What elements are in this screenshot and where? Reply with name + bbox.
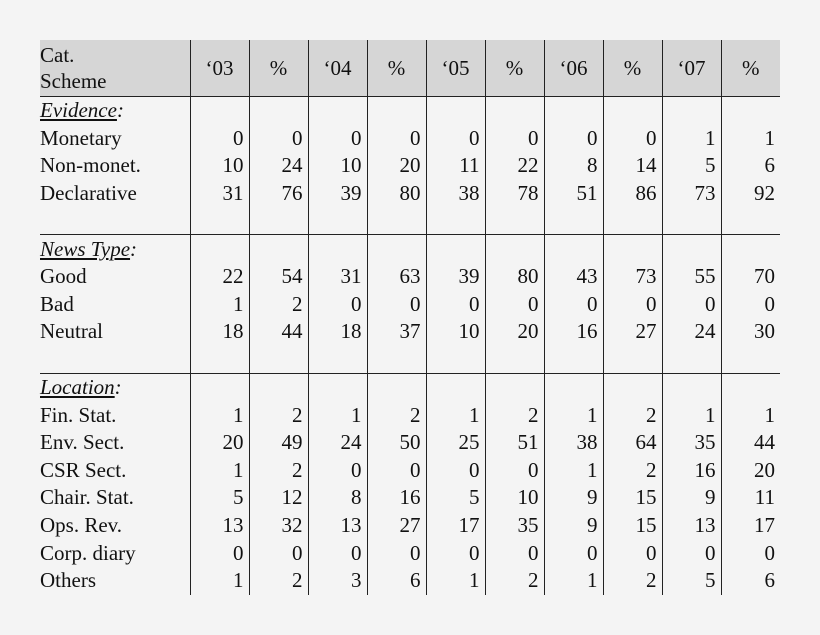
empty-cell [249, 373, 308, 401]
header-pct-06: % [603, 40, 662, 97]
empty-cell [367, 97, 426, 125]
row-label: Monetary [40, 125, 190, 153]
value-cell: 0 [485, 457, 544, 485]
empty-cell [662, 207, 721, 235]
value-cell: 0 [308, 291, 367, 319]
value-cell: 2 [603, 457, 662, 485]
section-title-cell [40, 373, 190, 401]
value-cell: 5 [662, 567, 721, 595]
empty-cell [662, 373, 721, 401]
value-cell: 35 [662, 429, 721, 457]
value-cell: 24 [249, 152, 308, 180]
empty-cell [662, 235, 721, 263]
value-cell: 20 [754, 457, 775, 482]
value-cell: 15 [603, 484, 662, 512]
row-label: Chair. Stat. [40, 484, 190, 512]
value-cell: 2 [485, 567, 544, 595]
empty-cell [603, 97, 662, 125]
value-cell: 5 [426, 484, 485, 512]
value-cell: 43 [544, 263, 603, 291]
empty-cell [485, 97, 544, 125]
empty-cell [603, 235, 662, 263]
value-cell: 1 [190, 457, 249, 485]
empty-cell [485, 373, 544, 401]
value-cell: 31 [308, 263, 367, 291]
value-cell: 9 [544, 512, 603, 540]
table-row [40, 567, 780, 595]
table-row [40, 180, 780, 208]
empty-cell [308, 235, 367, 263]
value-cell: 0 [603, 539, 662, 567]
value-cell: 22 [190, 263, 249, 291]
section-header-row [40, 373, 780, 401]
value-cell: 1 [426, 401, 485, 429]
empty-cell [367, 373, 426, 401]
row-label: Good [40, 263, 190, 291]
empty-cell [721, 235, 780, 263]
value-cell: 51 [485, 429, 544, 457]
value-cell: 2 [249, 401, 308, 429]
value-cell: 0 [426, 125, 485, 153]
value-cell: 17 [426, 512, 485, 540]
empty-cell [308, 97, 367, 125]
table-row [40, 512, 780, 540]
value-cell: 5 [662, 152, 721, 180]
empty-cell [249, 235, 308, 263]
empty-cell [40, 207, 190, 235]
empty-cell [426, 346, 485, 374]
row-label: Fin. Stat. [40, 401, 190, 429]
value-cell: 10 [426, 318, 485, 346]
value-cell: 13 [308, 512, 367, 540]
table-row [40, 125, 780, 153]
table-row [40, 291, 780, 319]
value-cell: 0 [367, 457, 426, 485]
row-label: Neutral [40, 318, 190, 346]
value-cell: 54 [249, 263, 308, 291]
category-scheme-table [40, 40, 780, 595]
section-title: News Type [40, 236, 131, 261]
section-separator-row [40, 207, 780, 235]
empty-cell [485, 235, 544, 263]
value-cell: 14 [603, 152, 662, 180]
value-cell: 1 [544, 457, 603, 485]
header-year-06: ‘06 [544, 40, 603, 97]
value-cell: 0 [367, 291, 426, 319]
empty-cell [308, 373, 367, 401]
empty-cell [721, 346, 780, 374]
value-cell: 20 [485, 318, 544, 346]
header-pct-03: % [249, 40, 308, 97]
value-cell: 1 [426, 567, 485, 595]
section-title-suffix: : [116, 98, 124, 123]
value-cell: 37 [367, 318, 426, 346]
row-label: CSR Sect. [40, 457, 190, 485]
value-cell: 6 [764, 568, 775, 593]
value-cell: 39 [426, 263, 485, 291]
value-cell: 0 [603, 291, 662, 319]
value-cell: 9 [662, 484, 721, 512]
value-cell: 24 [662, 318, 721, 346]
value-cell: 32 [249, 512, 308, 540]
header-cat-scheme: Cat. Scheme [40, 40, 190, 97]
empty-cell [721, 373, 780, 401]
value-cell: 92 [754, 181, 775, 206]
table-body [40, 97, 780, 595]
table-row [40, 318, 780, 346]
empty-cell [603, 373, 662, 401]
empty-cell [544, 207, 603, 235]
value-cell: 0 [662, 291, 721, 319]
empty-cell [190, 373, 249, 401]
value-cell: 0 [367, 125, 426, 153]
value-cell: 0 [764, 291, 775, 316]
table-row [40, 484, 780, 512]
row-label: Bad [40, 291, 190, 319]
value-cell: 2 [249, 291, 308, 319]
section-title-cell [40, 97, 190, 125]
section-title: Location [40, 375, 115, 400]
value-cell: 27 [367, 512, 426, 540]
value-cell: 2 [367, 401, 426, 429]
empty-cell [426, 373, 485, 401]
value-cell: 1 [190, 291, 249, 319]
value-cell: 15 [603, 512, 662, 540]
value-cell: 0 [190, 539, 249, 567]
row-label: Non-monet. [40, 152, 190, 180]
value-cell: 0 [308, 125, 367, 153]
value-cell: 80 [367, 180, 426, 208]
empty-cell [485, 346, 544, 374]
value-cell: 8 [308, 484, 367, 512]
value-cell: 17 [754, 513, 775, 538]
category-table-container [40, 40, 780, 595]
table-row [40, 152, 780, 180]
header-pct-05: % [485, 40, 544, 97]
value-cell: 1 [764, 402, 775, 427]
empty-cell [662, 97, 721, 125]
empty-cell [426, 207, 485, 235]
value-cell: 64 [603, 429, 662, 457]
value-cell: 1 [764, 125, 775, 150]
value-cell: 16 [544, 318, 603, 346]
value-cell: 6 [367, 567, 426, 595]
value-cell: 63 [367, 263, 426, 291]
value-cell: 2 [603, 401, 662, 429]
value-cell: 0 [308, 539, 367, 567]
value-cell: 0 [485, 125, 544, 153]
empty-cell [308, 207, 367, 235]
header-year-05: ‘05 [426, 40, 485, 97]
value-cell: 25 [426, 429, 485, 457]
value-cell: 0 [544, 539, 603, 567]
value-cell: 10 [308, 152, 367, 180]
value-cell: 20 [367, 152, 426, 180]
value-cell: 78 [485, 180, 544, 208]
value-cell: 0 [485, 291, 544, 319]
value-cell: 1 [662, 125, 721, 153]
value-cell: 38 [426, 180, 485, 208]
table-row [40, 539, 780, 567]
value-cell: 73 [603, 263, 662, 291]
value-cell: 44 [249, 318, 308, 346]
value-cell: 0 [308, 457, 367, 485]
value-cell: 73 [662, 180, 721, 208]
section-header-row [40, 235, 780, 263]
empty-cell [544, 373, 603, 401]
value-cell: 1 [190, 567, 249, 595]
value-cell: 10 [190, 152, 249, 180]
value-cell: 38 [544, 429, 603, 457]
value-cell: 3 [308, 567, 367, 595]
value-cell: 18 [190, 318, 249, 346]
empty-cell [190, 235, 249, 263]
value-cell: 0 [544, 291, 603, 319]
empty-cell [426, 235, 485, 263]
value-cell: 1 [662, 401, 721, 429]
empty-cell [603, 207, 662, 235]
value-cell: 44 [754, 430, 775, 455]
header-row [40, 40, 780, 97]
value-cell: 55 [662, 263, 721, 291]
empty-cell [367, 207, 426, 235]
value-cell: 70 [754, 264, 775, 289]
value-cell: 2 [249, 567, 308, 595]
section-title-cell [40, 235, 190, 263]
value-cell: 0 [426, 539, 485, 567]
empty-cell [249, 97, 308, 125]
empty-cell [603, 346, 662, 374]
empty-cell [40, 346, 190, 374]
empty-cell [721, 207, 780, 235]
value-cell: 35 [485, 512, 544, 540]
value-cell: 0 [190, 125, 249, 153]
value-cell: 11 [426, 152, 485, 180]
header-year-07: ‘07 [662, 40, 721, 97]
value-cell: 1 [190, 401, 249, 429]
value-cell: 31 [190, 180, 249, 208]
value-cell: 13 [662, 512, 721, 540]
value-cell: 24 [308, 429, 367, 457]
row-label: Ops. Rev. [40, 512, 190, 540]
value-cell: 0 [367, 539, 426, 567]
header-year-04: ‘04 [308, 40, 367, 97]
value-cell: 76 [249, 180, 308, 208]
value-cell: 1 [308, 401, 367, 429]
table-row [40, 429, 780, 457]
section-title-suffix: : [114, 375, 122, 400]
value-cell: 27 [603, 318, 662, 346]
value-cell: 22 [485, 152, 544, 180]
value-cell: 16 [367, 484, 426, 512]
value-cell: 9 [544, 484, 603, 512]
value-cell: 39 [308, 180, 367, 208]
value-cell: 8 [544, 152, 603, 180]
empty-cell [426, 97, 485, 125]
value-cell: 0 [426, 457, 485, 485]
empty-cell [544, 346, 603, 374]
value-cell: 80 [485, 263, 544, 291]
value-cell: 0 [764, 540, 775, 565]
section-separator-row [40, 346, 780, 374]
value-cell: 18 [308, 318, 367, 346]
empty-cell [485, 207, 544, 235]
section-title-suffix: : [130, 236, 138, 261]
section-title: Evidence [40, 98, 117, 123]
value-cell: 6 [764, 153, 775, 178]
value-cell: 2 [249, 457, 308, 485]
value-cell: 1 [544, 567, 603, 595]
value-cell: 50 [367, 429, 426, 457]
header-year-03: ‘03 [190, 40, 249, 97]
empty-cell [544, 97, 603, 125]
row-label: Corp. diary [40, 539, 190, 567]
value-cell: 0 [426, 291, 485, 319]
empty-cell [249, 207, 308, 235]
empty-cell [662, 346, 721, 374]
value-cell: 2 [485, 401, 544, 429]
value-cell: 0 [544, 125, 603, 153]
value-cell: 13 [190, 512, 249, 540]
value-cell: 0 [485, 539, 544, 567]
row-label: Others [40, 567, 190, 595]
value-cell: 86 [603, 180, 662, 208]
empty-cell [721, 97, 780, 125]
empty-cell [190, 207, 249, 235]
value-cell: 0 [662, 539, 721, 567]
value-cell: 2 [603, 567, 662, 595]
header-pct-07: % [721, 40, 780, 97]
value-cell: 5 [190, 484, 249, 512]
value-cell: 51 [544, 180, 603, 208]
header-pct-04: % [367, 40, 426, 97]
section-header-row [40, 97, 780, 125]
value-cell: 16 [662, 457, 721, 485]
value-cell: 0 [603, 125, 662, 153]
empty-cell [308, 346, 367, 374]
value-cell: 0 [249, 125, 308, 153]
empty-cell [249, 346, 308, 374]
empty-cell [367, 235, 426, 263]
empty-cell [190, 97, 249, 125]
value-cell: 12 [249, 484, 308, 512]
row-label: Declarative [40, 180, 190, 208]
row-label: Env. Sect. [40, 429, 190, 457]
value-cell: 20 [190, 429, 249, 457]
empty-cell [190, 346, 249, 374]
table-row [40, 263, 780, 291]
empty-cell [544, 235, 603, 263]
table-row [40, 401, 780, 429]
empty-cell [367, 346, 426, 374]
value-cell: 11 [754, 485, 775, 510]
value-cell: 1 [544, 401, 603, 429]
value-cell: 30 [754, 319, 775, 344]
value-cell: 10 [485, 484, 544, 512]
value-cell: 49 [249, 429, 308, 457]
table-row [40, 457, 780, 485]
value-cell: 0 [249, 539, 308, 567]
